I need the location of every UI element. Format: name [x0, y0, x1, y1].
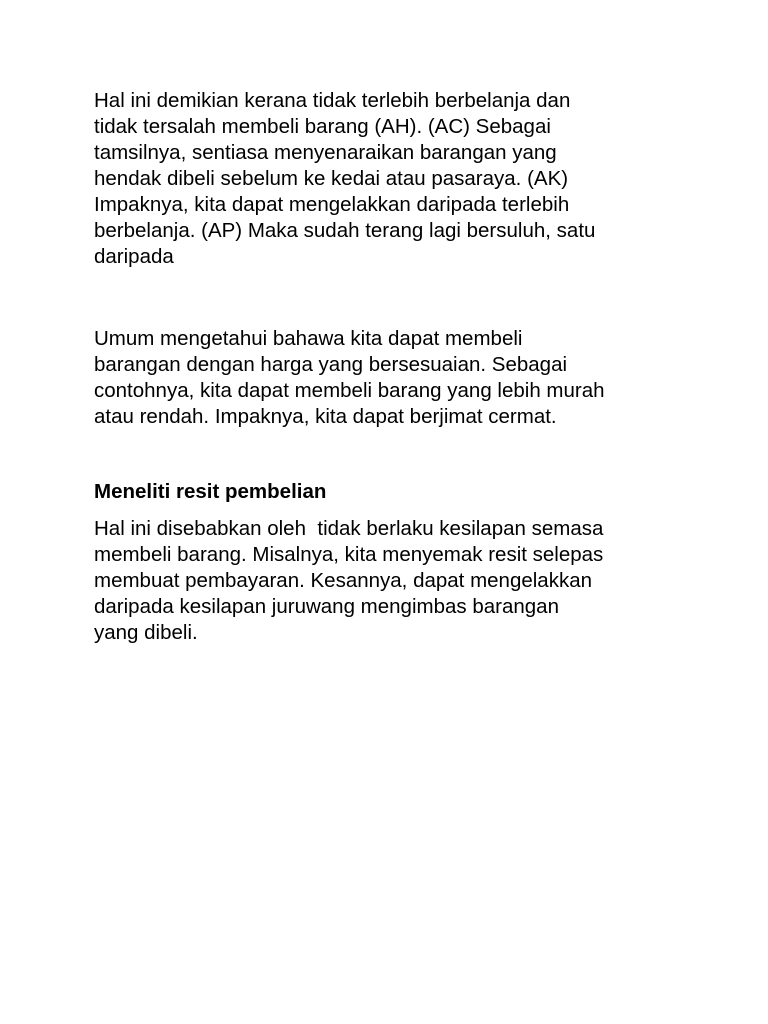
- paragraph-3-line: daripada kesilapan juruwang mengimbas barangan: [94, 595, 559, 618]
- paragraph-1-line: berbelanja. (AP) Maka sudah terang lagi bersuluh, satu: [94, 219, 596, 242]
- paragraph-1-line: Impaknya, kita dapat mengelakkan daripada terlebih: [94, 193, 570, 216]
- paragraph-3-line: membuat pembayaran. Kesannya, dapat mengelakkan: [94, 569, 593, 592]
- paragraph-2: [94, 326, 694, 430]
- paragraph-1: [94, 88, 694, 270]
- paragraph-1-line: hendak dibeli sebelum ke kedai atau pasaraya. (AK): [94, 167, 569, 190]
- paragraph-2-line: Umum mengetahui bahawa kita dapat membeli: [94, 327, 523, 350]
- paragraph-2-line: contohnya, kita dapat membeli barang yang lebih murah: [94, 379, 605, 402]
- paragraph-3: [94, 516, 694, 646]
- paragraph-1-line: Hal ini demikian kerana tidak terlebih berbelanja dan: [94, 89, 571, 112]
- paragraph-3-line: Hal ini disebabkan oleh tidak berlaku kesilapan semasa: [94, 517, 604, 540]
- paragraph-3-line: yang dibeli.: [94, 621, 198, 644]
- paragraph-2-line: atau rendah. Impaknya, kita dapat berjimat cermat.: [94, 405, 557, 428]
- paragraph-1-line: tidak tersalah membeli barang (AH). (AC) Sebagai: [94, 115, 551, 138]
- paragraph-1-line: tamsilnya, sentiasa menyenaraikan barangan yang: [94, 141, 557, 164]
- paragraph-1-line: daripada: [94, 245, 174, 268]
- section-heading: Meneliti resit pembelian: [94, 480, 327, 503]
- paragraph-2-line: barangan dengan harga yang bersesuaian. Sebagai: [94, 353, 568, 376]
- paragraph-3-line: membeli barang. Misalnya, kita menyemak resit selepas: [94, 543, 604, 566]
